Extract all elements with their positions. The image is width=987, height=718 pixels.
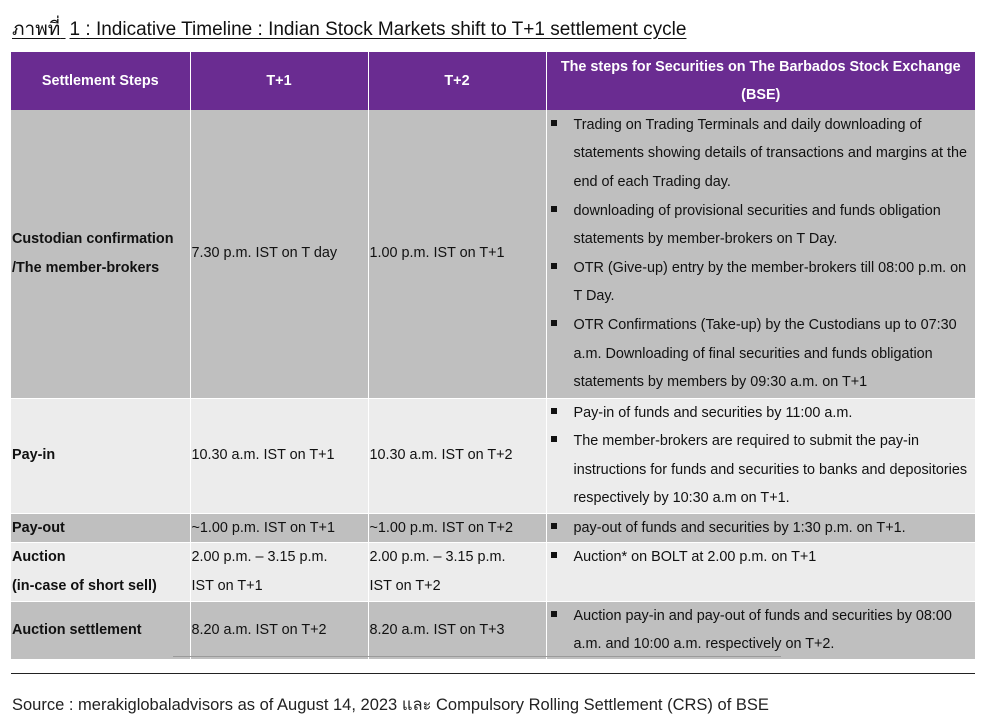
step-label-line2: /The member-brokers	[12, 259, 160, 276]
figure-title-number: 1	[69, 19, 81, 40]
bse-step-item: pay-out of funds and securities by 1:30 p.m. on T+1.	[548, 514, 976, 543]
bse-step-item: Auction* on BOLT at 2.00 p.m. on T+1	[548, 543, 976, 572]
t1-line1: 2.00 p.m. – 3.15 p.m.	[191, 549, 328, 566]
settlement-timeline-table	[11, 52, 975, 660]
figure-title-text: : Indicative Timeline : Indian Stock Markets shift to T+1 settlement cycle	[85, 19, 687, 40]
bse-cell	[546, 513, 975, 543]
table-header-row	[11, 52, 975, 110]
bse-steps-list	[548, 602, 976, 659]
figure-title-prefix: ภาพที่	[12, 19, 61, 40]
t2-cell: ~1.00 p.m. IST on T+2	[368, 513, 546, 543]
t2-line2: IST on T+2	[369, 578, 441, 595]
step-label-line1: Auction	[12, 549, 66, 566]
t2-line1: 2.00 p.m. – 3.15 p.m.	[369, 549, 506, 566]
table-row-auction-settlement	[11, 601, 975, 659]
bse-steps-list	[548, 514, 976, 543]
bse-cell	[546, 543, 975, 601]
bse-steps-list	[548, 111, 976, 397]
t2-cell	[368, 543, 546, 601]
table-row-pay-out	[11, 513, 975, 543]
step-cell: Pay-in	[11, 398, 190, 513]
header-t-plus-1: T+1	[190, 52, 368, 110]
table-end-line	[173, 656, 548, 657]
t1-cell: 7.30 p.m. IST on T day	[190, 110, 368, 398]
bse-step-item: The member-brokers are required to submit the pay-in instructions for funds and securities to banks and depositories respectively by 10:30 a.m on T+1.	[548, 427, 976, 513]
t2-cell: 8.20 a.m. IST on T+3	[368, 601, 546, 659]
table-row-custodian-confirmation	[11, 110, 975, 398]
bse-cell	[546, 601, 975, 659]
bse-step-item: OTR (Give-up) entry by the member-brokers till 08:00 p.m. on T Day.	[548, 254, 976, 311]
t2-cell: 10.30 a.m. IST on T+2	[368, 398, 546, 513]
bse-step-item: OTR Confirmations (Take-up) by the Custodians up to 07:30 a.m. Downloading of final securities and funds obligation statements by members by 09:30 a.m. on T+1	[548, 311, 976, 397]
header-bse-steps: The steps for Securities on The Barbados Stock Exchange (BSE)	[546, 52, 975, 110]
step-cell: Auction settlement	[11, 601, 190, 659]
bse-step-item: Pay-in of funds and securities by 11:00 a.m.	[548, 399, 976, 428]
table-row-auction	[11, 543, 975, 601]
source-note: Source : merakiglobaladvisors as of August 14, 2023 และ Compulsory Rolling Settlement (CRS) of BSE	[12, 696, 769, 714]
t2-cell: 1.00 p.m. IST on T+1	[368, 110, 546, 398]
source-divider	[11, 673, 975, 674]
header-settlement-steps: Settlement Steps	[11, 52, 190, 110]
step-cell: Pay-out	[11, 513, 190, 543]
t1-cell	[190, 543, 368, 601]
figure-title	[12, 14, 686, 44]
table-end-line	[548, 656, 781, 657]
step-cell	[11, 110, 190, 398]
t1-line2: IST on T+1	[191, 578, 263, 595]
bse-cell	[546, 398, 975, 513]
header-t-plus-2: T+2	[368, 52, 546, 110]
bse-step-item: Trading on Trading Terminals and daily downloading of statements showing details of transactions and margins at the end of each Trading day.	[548, 111, 976, 197]
t1-cell: ~1.00 p.m. IST on T+1	[190, 513, 368, 543]
bse-cell	[546, 110, 975, 398]
bse-steps-list	[548, 399, 976, 513]
t1-cell: 10.30 a.m. IST on T+1	[190, 398, 368, 513]
step-cell	[11, 543, 190, 601]
step-label-line1: Custodian confirmation	[12, 231, 174, 248]
table-row-pay-in	[11, 398, 975, 513]
bse-step-item: Auction pay-in and pay-out of funds and securities by 08:00 a.m. and 10:00 a.m. respectively on T+2.	[548, 602, 976, 659]
bse-steps-list	[548, 543, 976, 572]
bse-step-item: downloading of provisional securities and funds obligation statements by member-brokers on T Day.	[548, 197, 976, 254]
step-label-line2: (in-case of short sell)	[12, 578, 157, 595]
t1-cell: 8.20 a.m. IST on T+2	[190, 601, 368, 659]
